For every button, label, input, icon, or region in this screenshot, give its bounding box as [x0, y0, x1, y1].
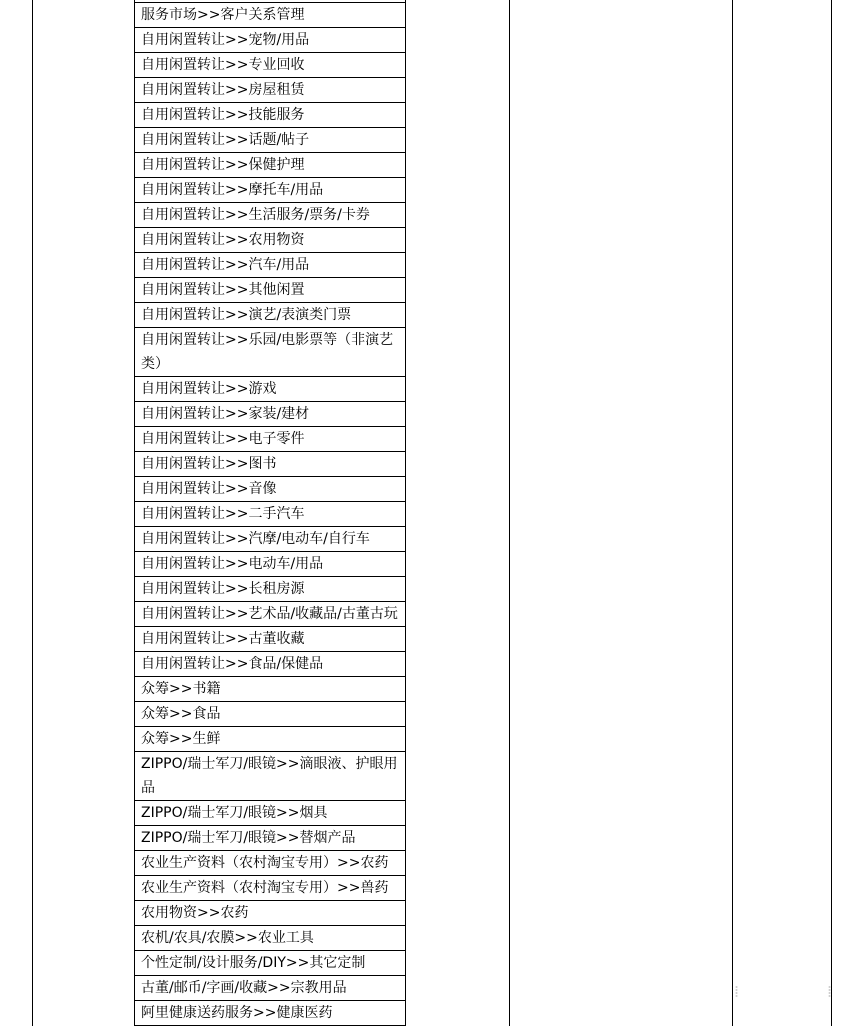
category-column [134, 0, 406, 1026]
table-row: 自用闲置转让>>话题/帖子 [134, 128, 406, 153]
table-row: 自用闲置转让>>二手汽车 [134, 502, 406, 527]
table-row: 自用闲置转让>>音像 [134, 477, 406, 502]
table-border-right [831, 0, 832, 1026]
table-row: ZIPPO/瑞士军刀/眼镜>>烟具 [134, 801, 406, 826]
table-row: 自用闲置转让>>电动车/用品 [134, 552, 406, 577]
table-row: 自用闲置转让>>家装/建材 [134, 402, 406, 427]
table-row: 自用闲置转让>>其他闲置 [134, 278, 406, 303]
table-row: 自用闲置转让>>汽摩/电动车/自行车 [134, 527, 406, 552]
table-border-left [32, 0, 33, 1026]
table-row: 农机/农具/农膜>>农业工具 [134, 926, 406, 951]
table-row: ZIPPO/瑞士军刀/眼镜>>替烟产品 [134, 826, 406, 851]
table-row: 农业生产资料（农村淘宝专用）>>农药 [134, 851, 406, 876]
table-row: ZIPPO/瑞士军刀/眼镜>>滴眼液、护眼用品 [134, 752, 406, 801]
table-row: 自用闲置转让>>长租房源 [134, 577, 406, 602]
table-row: 自用闲置转让>>古董收藏 [134, 627, 406, 652]
table-row: 自用闲置转让>>汽车/用品 [134, 253, 406, 278]
table-row: 服务市场>>客户关系管理 [134, 3, 406, 28]
table-row: 自用闲置转让>>专业回收 [134, 53, 406, 78]
table-row: 自用闲置转让>>乐园/电影票等（非演艺类） [134, 328, 406, 377]
table-row: 自用闲置转让>>生活服务/票务/卡券 [134, 203, 406, 228]
table-row: 自用闲置转让>>摩托车/用品 [134, 178, 406, 203]
table-divider-4 [732, 0, 733, 1026]
table-row: 自用闲置转让>>电子零件 [134, 427, 406, 452]
table-row: 自用闲置转让>>保健护理 [134, 153, 406, 178]
table-row: 自用闲置转让>>艺术品/收藏品/古董古玩 [134, 602, 406, 627]
table-row: 自用闲置转让>>农用物资 [134, 228, 406, 253]
table-row: 农用物资>>农药 [134, 901, 406, 926]
table-row: 农业生产资料（农村淘宝专用）>>兽药 [134, 876, 406, 901]
table-row: 自用闲置转让>>宠物/用品 [134, 28, 406, 53]
table-divider-3 [509, 0, 510, 1026]
table-row: 自用闲置转让>>演艺/表演类门票 [134, 303, 406, 328]
table-row: 自用闲置转让>>图书 [134, 452, 406, 477]
table-row: 阿里健康送药服务>>健康医药 [134, 1001, 406, 1026]
table-row: 个性定制/设计服务/DIY>>其它定制 [134, 951, 406, 976]
scroll-marker-icon: ⁞ [734, 982, 740, 1001]
table-row: 自用闲置转让>>技能服务 [134, 103, 406, 128]
table-row: 众筹>>书籍 [134, 677, 406, 702]
table-row: 古董/邮币/字画/收藏>>宗教用品 [134, 976, 406, 1001]
table-row: 众筹>>食品 [134, 702, 406, 727]
table-row: 自用闲置转让>>游戏 [134, 377, 406, 402]
table-row: 众筹>>生鲜 [134, 727, 406, 752]
scroll-marker-icon: ⁞ [827, 982, 833, 1001]
table-row: 自用闲置转让>>房屋租赁 [134, 78, 406, 103]
table-row: 自用闲置转让>>食品/保健品 [134, 652, 406, 677]
